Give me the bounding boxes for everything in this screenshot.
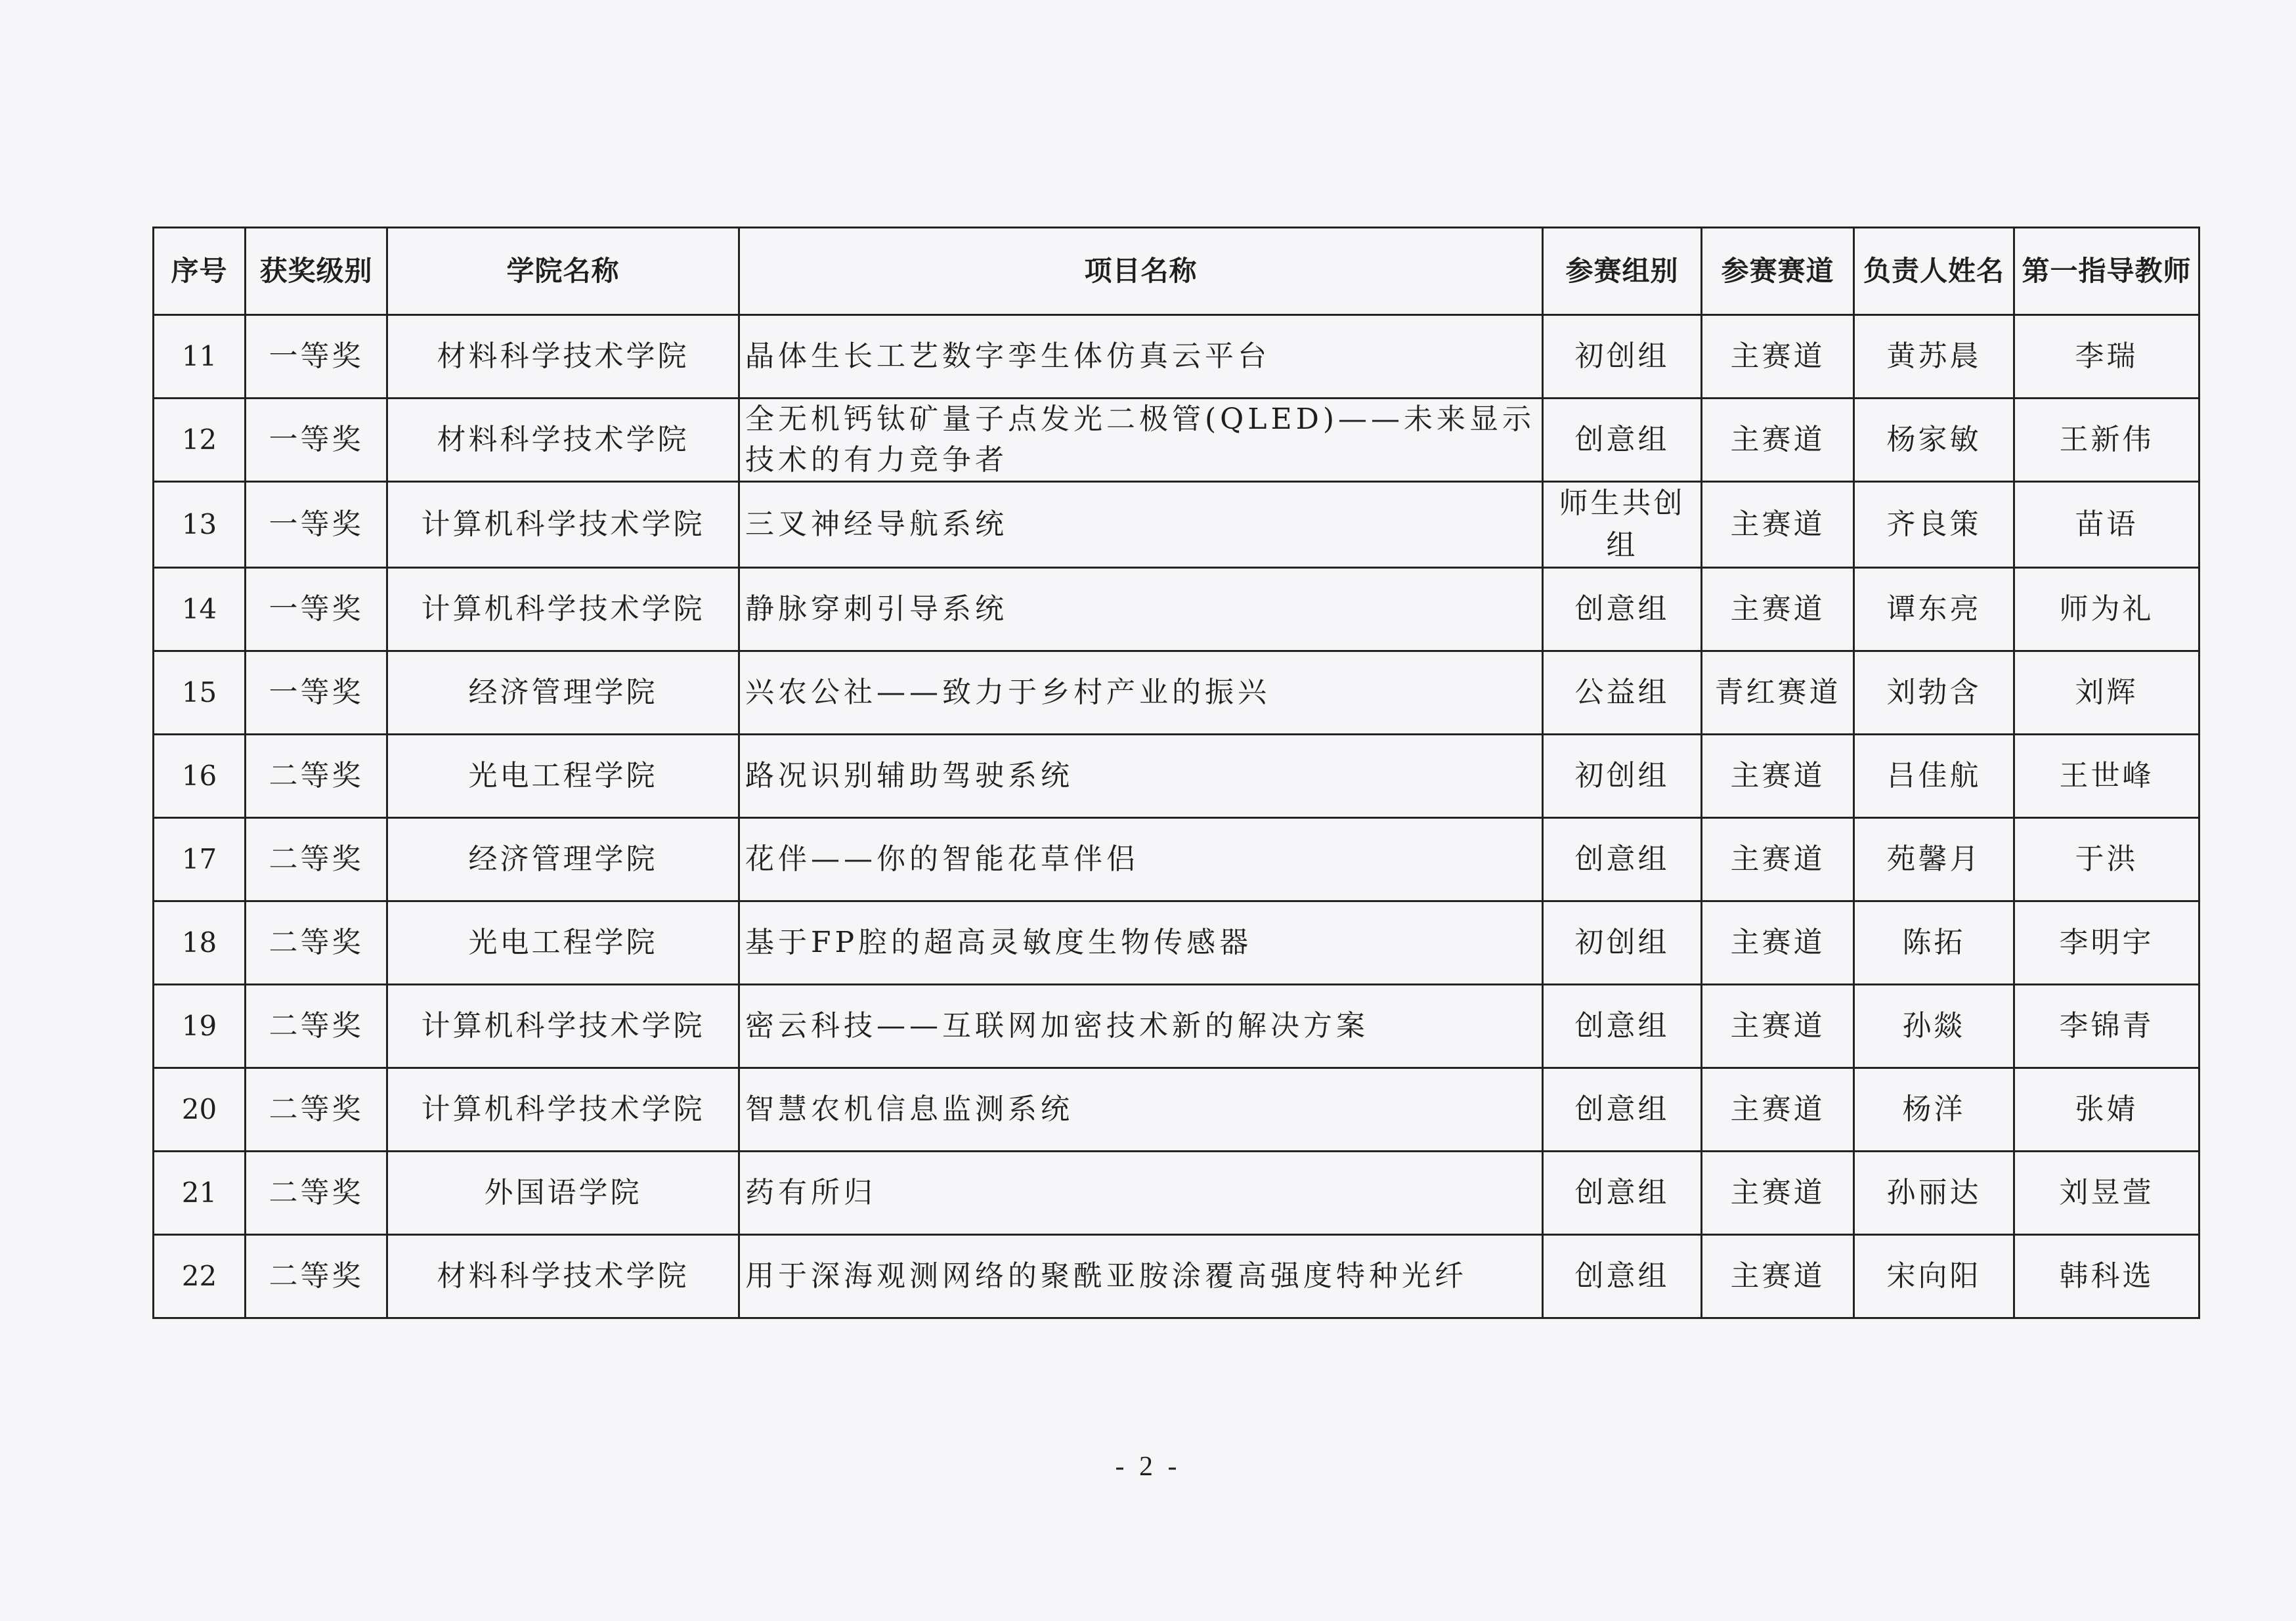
cell-index: 21 [154, 1152, 246, 1235]
cell-college: 计算机科学技术学院 [387, 985, 739, 1068]
cell-advisor: 刘昱萱 [2014, 1152, 2199, 1235]
table-row [154, 1152, 2199, 1235]
cell-advisor: 苗语 [2014, 482, 2199, 568]
cell-leader: 杨洋 [1854, 1068, 2014, 1152]
cell-level: 一等奖 [246, 651, 387, 735]
cell-project: 兴农公社——致力于乡村产业的振兴 [739, 651, 1543, 735]
table-row [154, 735, 2199, 818]
cell-group: 初创组 [1543, 315, 1702, 399]
header-advisor: 第一指导教师 [2014, 228, 2199, 315]
cell-project: 智慧农机信息监测系统 [739, 1068, 1543, 1152]
cell-group: 师生共创组 [1543, 482, 1702, 568]
cell-advisor: 张婧 [2014, 1068, 2199, 1152]
cell-project: 花伴——你的智能花草伴侣 [739, 818, 1543, 901]
table-header-row [154, 228, 2199, 315]
cell-group: 公益组 [1543, 651, 1702, 735]
header-group: 参赛组别 [1543, 228, 1702, 315]
cell-track: 青红赛道 [1702, 651, 1854, 735]
cell-group: 创意组 [1543, 568, 1702, 651]
cell-project: 基于FP腔的超高灵敏度生物传感器 [739, 901, 1543, 985]
cell-index: 16 [154, 735, 246, 818]
cell-level: 二等奖 [246, 818, 387, 901]
cell-track: 主赛道 [1702, 482, 1854, 568]
cell-leader: 陈拓 [1854, 901, 2014, 985]
cell-project: 晶体生长工艺数字孪生体仿真云平台 [739, 315, 1543, 399]
cell-index: 19 [154, 985, 246, 1068]
cell-group: 创意组 [1543, 1235, 1702, 1318]
cell-project: 三叉神经导航系统 [739, 482, 1543, 568]
cell-advisor: 于洪 [2014, 818, 2199, 901]
cell-advisor: 韩科选 [2014, 1235, 2199, 1318]
cell-college: 光电工程学院 [387, 901, 739, 985]
cell-index: 14 [154, 568, 246, 651]
cell-group: 初创组 [1543, 901, 1702, 985]
cell-project: 全无机钙钛矿量子点发光二极管(QLED)——未来显示技术的有力竞争者 [739, 399, 1543, 482]
cell-leader: 宋向阳 [1854, 1235, 2014, 1318]
cell-college: 计算机科学技术学院 [387, 482, 739, 568]
cell-leader: 孙燚 [1854, 985, 2014, 1068]
cell-track: 主赛道 [1702, 985, 1854, 1068]
cell-college: 外国语学院 [387, 1152, 739, 1235]
cell-project: 用于深海观测网络的聚酰亚胺涂覆高强度特种光纤 [739, 1235, 1543, 1318]
cell-level: 二等奖 [246, 735, 387, 818]
cell-college: 光电工程学院 [387, 735, 739, 818]
table-row [154, 651, 2199, 735]
cell-track: 主赛道 [1702, 315, 1854, 399]
cell-project: 密云科技——互联网加密技术新的解决方案 [739, 985, 1543, 1068]
cell-group: 创意组 [1543, 1152, 1702, 1235]
cell-index: 22 [154, 1235, 246, 1318]
header-index: 序号 [154, 228, 246, 315]
cell-advisor: 李瑞 [2014, 315, 2199, 399]
cell-group: 创意组 [1543, 818, 1702, 901]
table-row [154, 1235, 2199, 1318]
cell-track: 主赛道 [1702, 1152, 1854, 1235]
table-row [154, 399, 2199, 482]
cell-project: 药有所归 [739, 1152, 1543, 1235]
cell-leader: 齐良策 [1854, 482, 2014, 568]
cell-level: 一等奖 [246, 568, 387, 651]
cell-index: 11 [154, 315, 246, 399]
cell-level: 二等奖 [246, 1152, 387, 1235]
cell-index: 13 [154, 482, 246, 568]
cell-track: 主赛道 [1702, 818, 1854, 901]
page-number: - 2 - [1115, 1452, 1181, 1482]
cell-track: 主赛道 [1702, 735, 1854, 818]
cell-advisor: 李明宇 [2014, 901, 2199, 985]
cell-index: 15 [154, 651, 246, 735]
cell-track: 主赛道 [1702, 399, 1854, 482]
table-row [154, 315, 2199, 399]
cell-leader: 黄苏晨 [1854, 315, 2014, 399]
cell-leader: 刘勃含 [1854, 651, 2014, 735]
table-row [154, 482, 2199, 568]
cell-group: 创意组 [1543, 399, 1702, 482]
cell-advisor: 王世峰 [2014, 735, 2199, 818]
cell-group: 创意组 [1543, 1068, 1702, 1152]
table-row [154, 568, 2199, 651]
cell-advisor: 刘辉 [2014, 651, 2199, 735]
cell-advisor: 王新伟 [2014, 399, 2199, 482]
awards-table [152, 227, 2200, 1319]
cell-level: 一等奖 [246, 399, 387, 482]
header-college: 学院名称 [387, 228, 739, 315]
cell-index: 18 [154, 901, 246, 985]
cell-level: 二等奖 [246, 1235, 387, 1318]
cell-level: 二等奖 [246, 901, 387, 985]
header-leader: 负责人姓名 [1854, 228, 2014, 315]
cell-college: 经济管理学院 [387, 818, 739, 901]
cell-index: 20 [154, 1068, 246, 1152]
cell-college: 材料科学技术学院 [387, 1235, 739, 1318]
cell-college: 材料科学技术学院 [387, 399, 739, 482]
header-project: 项目名称 [739, 228, 1543, 315]
table-row [154, 1068, 2199, 1152]
cell-college: 计算机科学技术学院 [387, 568, 739, 651]
table-body [154, 315, 2199, 1318]
table-row [154, 901, 2199, 985]
cell-track: 主赛道 [1702, 1068, 1854, 1152]
table-row [154, 818, 2199, 901]
cell-college: 经济管理学院 [387, 651, 739, 735]
cell-track: 主赛道 [1702, 568, 1854, 651]
cell-leader: 吕佳航 [1854, 735, 2014, 818]
cell-leader: 谭东亮 [1854, 568, 2014, 651]
cell-college: 材料科学技术学院 [387, 315, 739, 399]
cell-advisor: 李锦青 [2014, 985, 2199, 1068]
cell-project: 路况识别辅助驾驶系统 [739, 735, 1543, 818]
cell-level: 二等奖 [246, 1068, 387, 1152]
cell-project: 静脉穿刺引导系统 [739, 568, 1543, 651]
header-level: 获奖级别 [246, 228, 387, 315]
cell-leader: 苑馨月 [1854, 818, 2014, 901]
cell-track: 主赛道 [1702, 1235, 1854, 1318]
cell-group: 创意组 [1543, 985, 1702, 1068]
cell-level: 二等奖 [246, 985, 387, 1068]
header-track: 参赛赛道 [1702, 228, 1854, 315]
table-row [154, 985, 2199, 1068]
cell-advisor: 师为礼 [2014, 568, 2199, 651]
cell-college: 计算机科学技术学院 [387, 1068, 739, 1152]
cell-index: 12 [154, 399, 246, 482]
cell-index: 17 [154, 818, 246, 901]
cell-group: 初创组 [1543, 735, 1702, 818]
cell-leader: 孙丽达 [1854, 1152, 2014, 1235]
cell-track: 主赛道 [1702, 901, 1854, 985]
cell-level: 一等奖 [246, 315, 387, 399]
cell-leader: 杨家敏 [1854, 399, 2014, 482]
cell-level: 一等奖 [246, 482, 387, 568]
